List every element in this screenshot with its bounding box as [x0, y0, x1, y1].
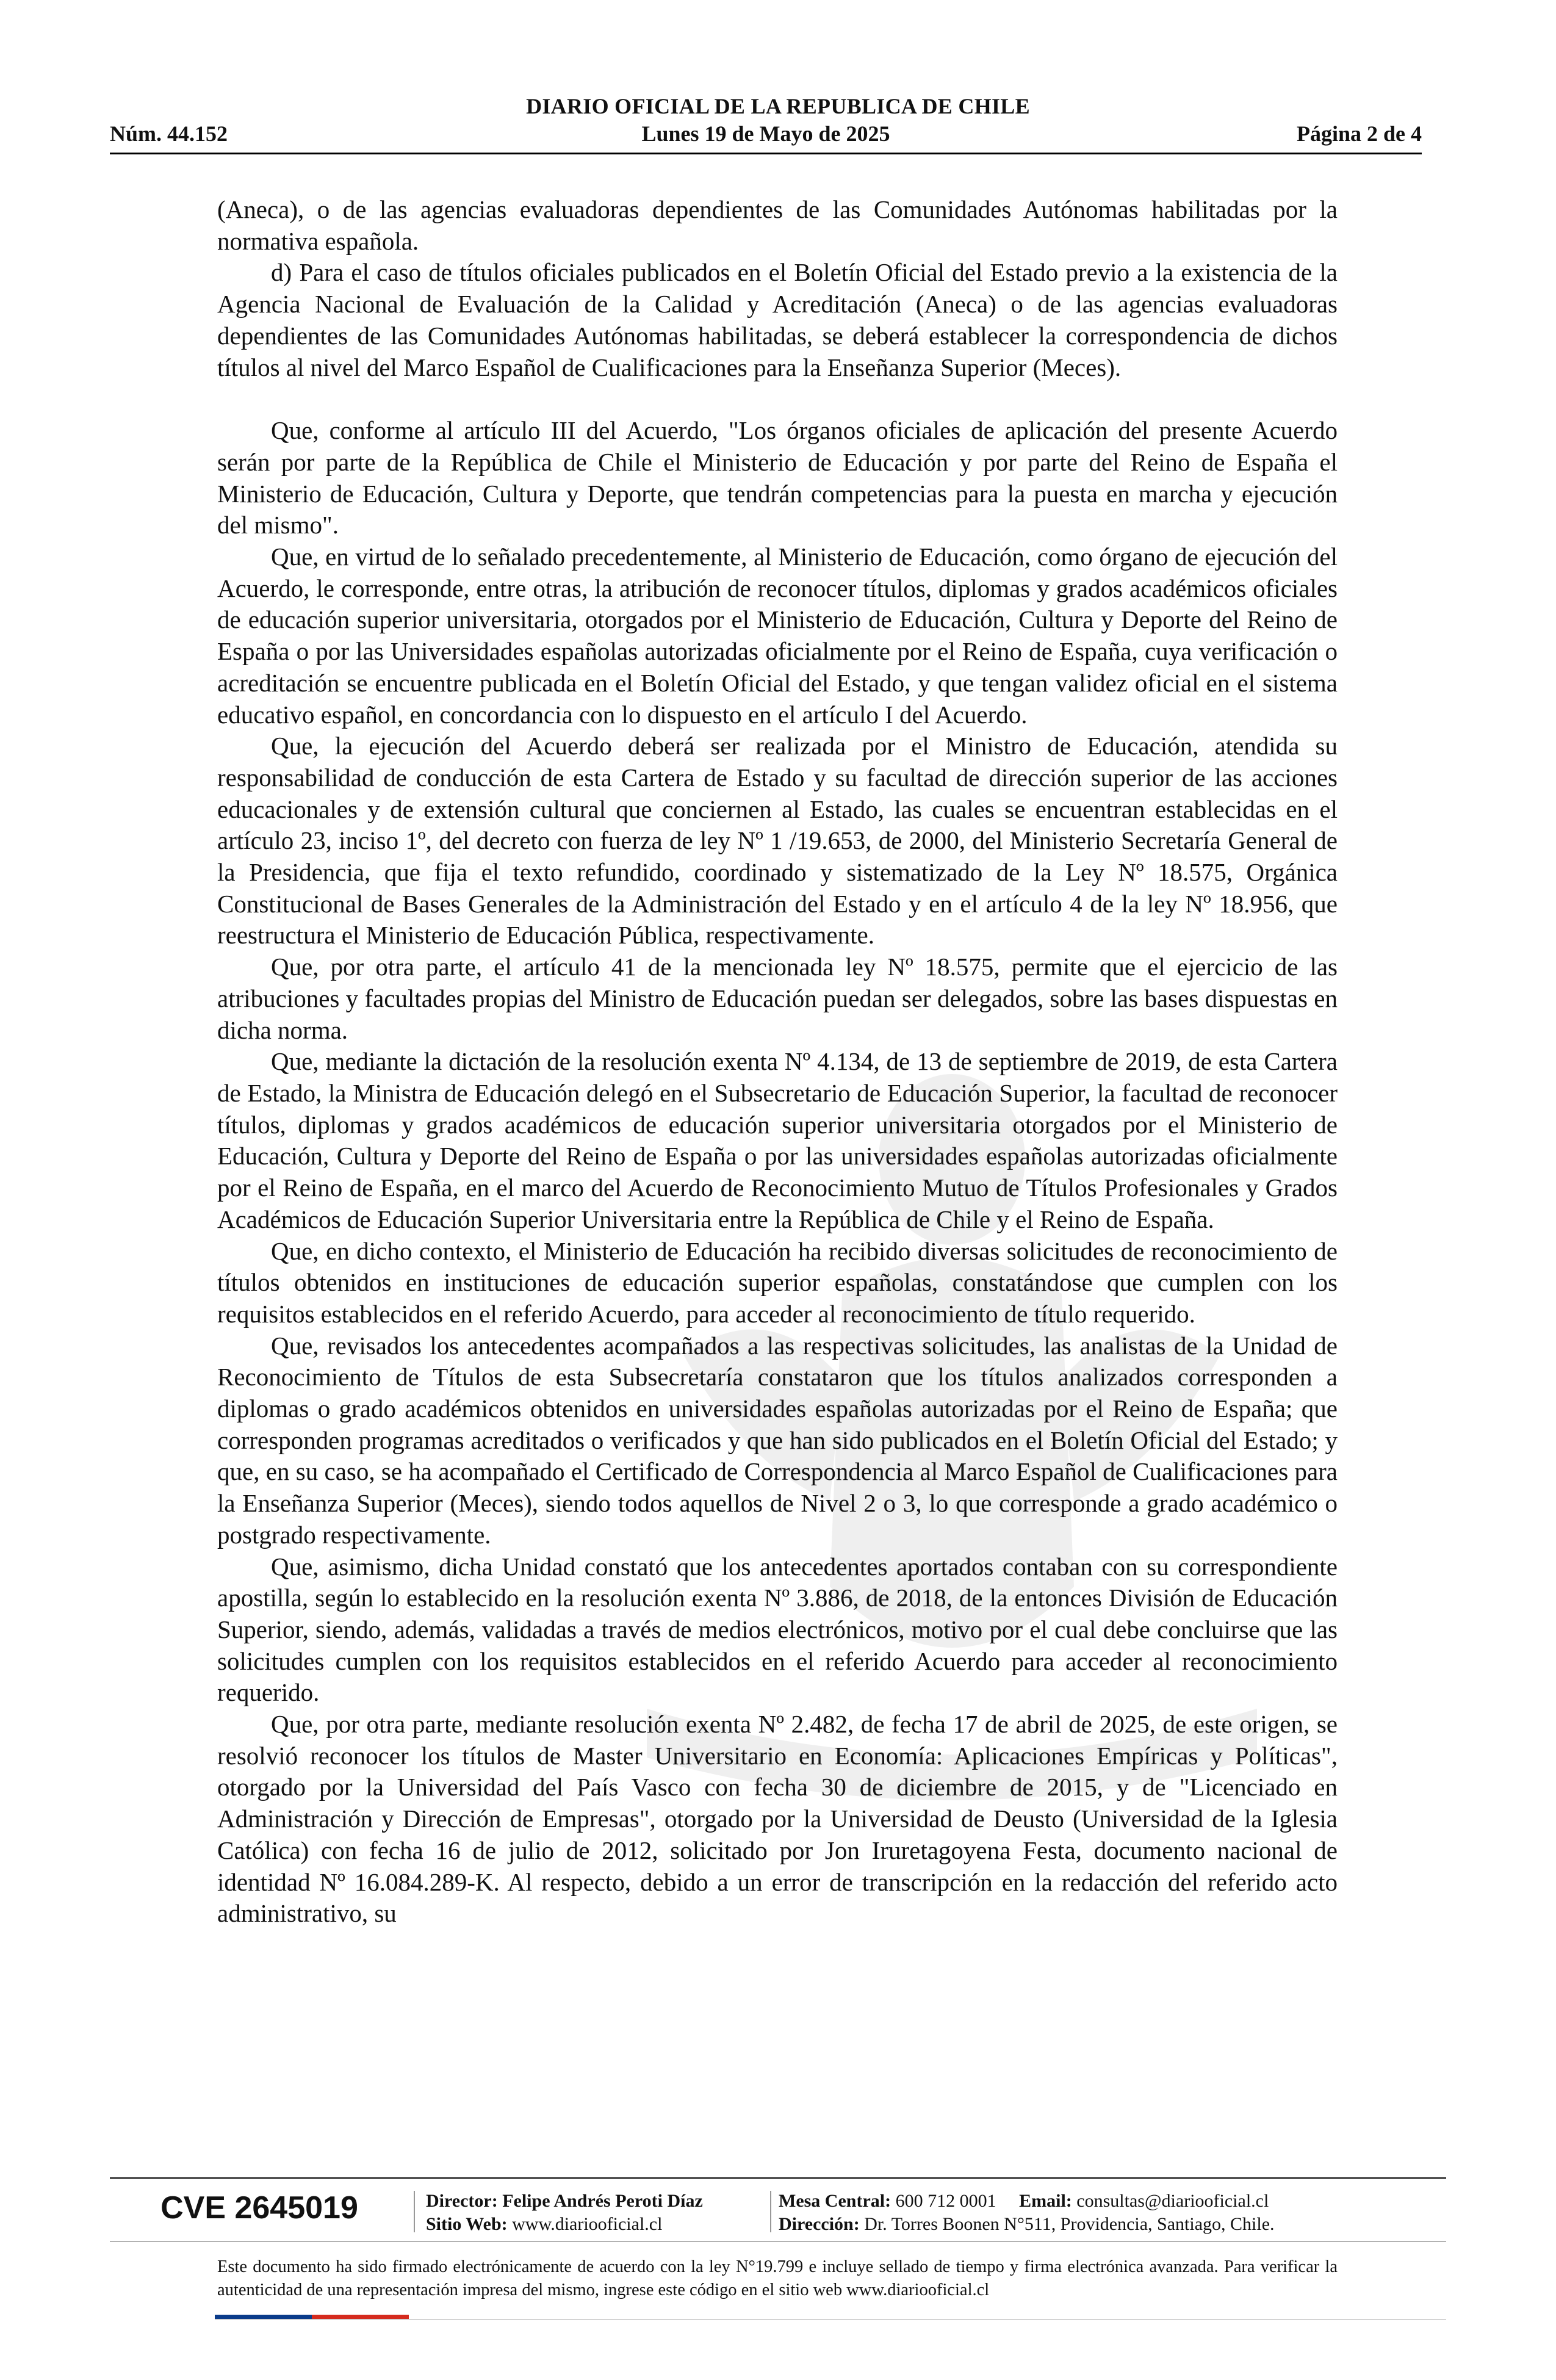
- header-divider: [110, 153, 1422, 154]
- legal-notice: Este documento ha sido firmado electrónicamente de acuerdo con la ley N°19.799 e incluye sellado de tiempo y firma electrónica avanzada. Para verificar la autenticidad de una representación impresa del mismo, ingrese este código en el sitio web www.diariooficial.cl: [217, 2257, 1338, 2299]
- bottom-rule: [215, 2319, 1446, 2320]
- document-body: [217, 194, 1338, 1930]
- director-label: Director:: [426, 2191, 498, 2211]
- footer-separator: [414, 2191, 415, 2232]
- address-label: Dirección:: [779, 2214, 860, 2234]
- issue-date: Lunes 19 de Mayo de 2025: [641, 121, 890, 146]
- address-value: Dr. Torres Boonen N°511, Providencia, Santiago, Chile.: [864, 2214, 1275, 2234]
- paragraph-requests: Que, en dicho contexto, el Ministerio de Educación ha recibido diversas solicitudes de reconocimiento de títulos obtenidos en instituciones de educación superior españolas, constatándose que cumplen con los requisitos establecidos en el referido Acuerdo, para acceder al reconocimiento de título requerido.: [217, 1236, 1338, 1328]
- footer-divider: [110, 2177, 1446, 2179]
- website-link[interactable]: www.diariooficial.cl: [512, 2214, 663, 2234]
- paragraph-continuation: (Aneca), o de las agencias evaluadoras dependientes de las Comunidades Autónomas habilitadas por la normativa española.: [217, 195, 1338, 255]
- paragraph-review: Que, revisados los antecedentes acompañados a las respectivas solicitudes, las analistas de la Unidad de Reconocimiento de Títulos de esta Subsecretaría constataron que los títulos analizados corresponden a diplomas o grado académicos obtenidos en universidades españolas autorizadas por el Reino de España; que corresponden programas acreditados o verificados y que han sido publicados en el Boletín Oficial del Estado; y que, en su caso, se ha acompañado el Certificado de Correspondencia al Marco Español de Cualificaciones para la Enseñanza Superior (Meces), siendo todos aquellos de Nivel 2 o 3, lo que corresponde a grado académico o postgrado respectivamente.: [217, 1331, 1338, 1549]
- footer-director-block: [426, 2190, 703, 2236]
- mesa-central-label: Mesa Central:: [779, 2191, 891, 2211]
- cve-code: CVE 2645019: [160, 2190, 358, 2226]
- footer-contact-block: [779, 2190, 1275, 2236]
- director-name: Felipe Andrés Peroti Díaz: [502, 2191, 703, 2211]
- email-link[interactable]: consultas@diariooficial.cl: [1076, 2191, 1269, 2211]
- mesa-central-phone: 600 712 0001: [895, 2191, 996, 2211]
- paragraph-resolution-4134: Que, mediante la dictación de la resolución exenta Nº 4.134, de 13 de septiembre de 2019, de esta Cartera de Estado, la Ministra de Educación delegó en el Subsecretario de Educación Superior, la facultad de reconocer títulos, diplomas y grados académicos de educación superior universitaria otorgados por el Ministerio de Educación, Cultura y Deporte del Reino de España o por las universidades españolas autorizadas oficialmente por el Reino de España, en el marco del Acuerdo de Reconocimiento Mutuo de Títulos Profesionales y Grados Académicos de Educación Superior Universitaria entre la República de Chile y el Reino de España.: [217, 1047, 1338, 1233]
- newspaper-title: DIARIO OFICIAL DE LA REPUBLICA DE CHILE: [526, 94, 1030, 118]
- paragraph-execution: Que, la ejecución del Acuerdo deberá ser realizada por el Ministro de Educación, atendida su responsabilidad de conducción de esta Cartera de Estado y su facultad de dirección superior de las acciones educacionales y de extensión cultural que conciernen al Estado, las cuales se encuentran establecidas en el artículo 23, inciso 1º, del decreto con fuerza de ley Nº 1 /19.653, de 2000, del Ministerio Secretaría General de la Presidencia, que fija el texto refundido, coordinado y sistematizado de la Ley Nº 18.575, Orgánica Constitucional de Bases Generales de la Administración del Estado y en el artículo 4 de la ley Nº 18.956, que reestructura el Ministerio de Educación Pública, respectivamente.: [217, 732, 1338, 950]
- paragraph-item-d: d) Para el caso de títulos oficiales publicados en el Boletín Oficial del Estado previo a la existencia de la Agencia Nacional de Evaluación de la Calidad y Acreditación (Aneca) o de las agencias evaluadoras dependientes de las Comunidades Autónomas habilitadas, se deberá establecer la correspondencia de dichos títulos al nivel del Marco Español de Cualificaciones para la Enseñanza Superior (Meces).: [217, 258, 1338, 381]
- issue-number: Núm. 44.152: [110, 121, 228, 146]
- header-row: [110, 120, 1422, 150]
- email-label: Email:: [1019, 2191, 1072, 2211]
- footer-separator: [770, 2191, 771, 2232]
- paragraph-apostille: Que, asimismo, dicha Unidad constató que los antecedentes aportados contaban con su correspondiente apostilla, según lo establecido en la resolución exenta Nº 3.886, de 2018, de la entonces División de Educación Superior, siendo, además, validadas a través de medios electrónicos, motivo por el cual debe concluirse que las solicitudes cumplen con los requisitos establecidos en el referido Acuerdo para acceder al reconocimiento requerido.: [217, 1552, 1338, 1707]
- paragraph-article-41: Que, por otra parte, el artículo 41 de la mencionada ley Nº 18.575, permite que el ejercicio de las atribuciones y facultades propias del Ministro de Educación puedan ser delegados, sobre las bases dispuestas en dicha norma.: [217, 953, 1338, 1044]
- paragraph-article-iii: Que, conforme al artículo III del Acuerdo, "Los órganos oficiales de aplicación del presente Acuerdo serán por parte de la República de Chile el Ministerio de Educación y por parte del Reino de España el Ministerio de Educación, Cultura y Deporte, que tendrán competencias para la puesta en marcha y ejecución del mismo".: [217, 416, 1338, 539]
- page-indicator: Página 2 de 4: [1296, 121, 1422, 146]
- website-label: Sitio Web:: [426, 2214, 508, 2234]
- paragraph-ministry-attribution: Que, en virtud de lo señalado precedentemente, al Ministerio de Educación, como órgano de ejecución del Acuerdo, le corresponde, entre otras, la atribución de reconocer títulos, diplomas y grados académicos oficiales de educación superior universitaria, otorgados por el Ministerio de Educación, Cultura y Deporte del Reino de España o por las Universidades españolas autorizadas oficialmente por el Reino de España, cuya verificación o acreditación se encuentre publicada en el Boletín Oficial del Estado, y que tengan validez oficial en el sistema educativo español, en concordancia con lo dispuesto en el artículo I del Acuerdo.: [217, 543, 1338, 729]
- paragraph-resolution-2482: Que, por otra parte, mediante resolución exenta Nº 2.482, de fecha 17 de abril de 2025, de este origen, se resolvió reconocer los títulos de Master Universitario en Economía: Aplicaciones Empíricas y Políticas", otorgado por la Universidad del País Vasco con fecha 30 de diciembre de 2015, y de "Licenciado en Administración y Dirección de Empresas", otorgado por la Universidad de Deusto (Universidad de la Iglesia Católica) con fecha 16 de julio de 2012, solicitado por Jon Iruretagoyena Festa, documento nacional de identidad Nº 16.084.289-K. Al respecto, debido a un error de transcripción en la redacción del referido acto administrativo, su: [217, 1710, 1338, 1928]
